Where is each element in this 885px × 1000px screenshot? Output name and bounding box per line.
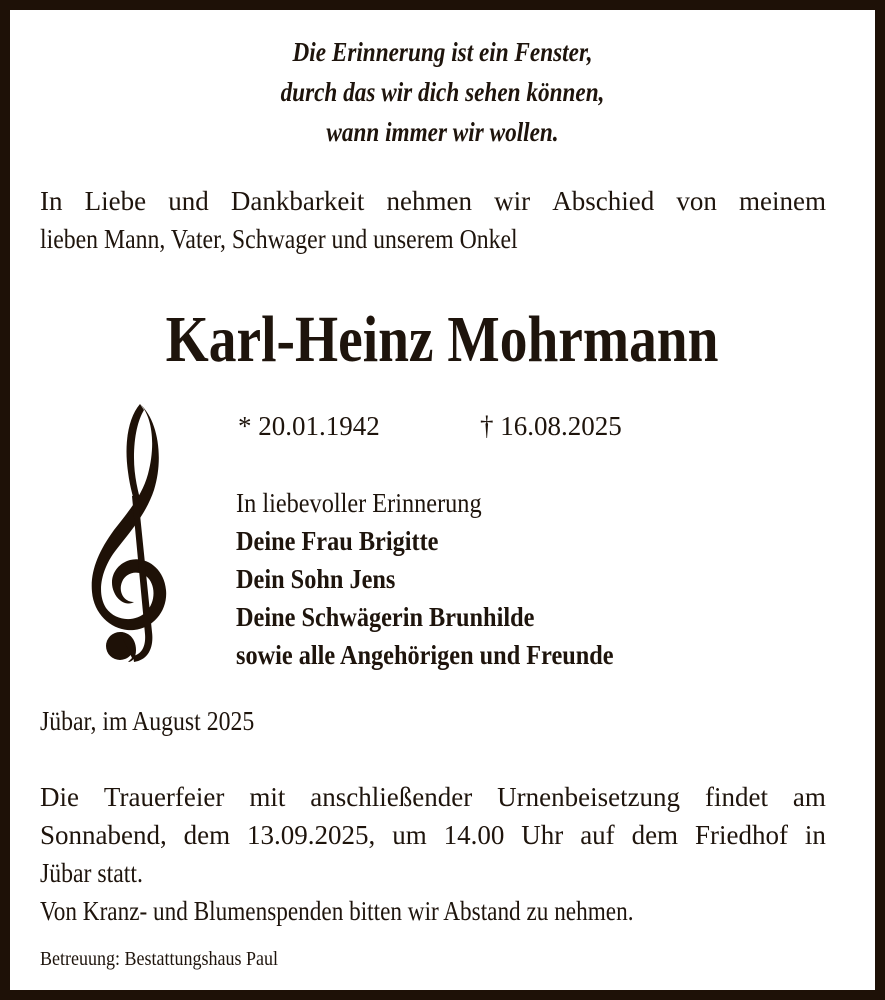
word: 14.00 xyxy=(443,820,505,850)
word: Sonnabend, xyxy=(40,820,167,850)
mourner xyxy=(236,636,656,674)
funeral-service-info xyxy=(40,778,826,930)
word: anschließender xyxy=(310,782,473,812)
service-line-3 xyxy=(40,854,826,892)
mourners-block xyxy=(236,484,656,674)
word: Urnenbeisetzung xyxy=(497,782,681,812)
word: am xyxy=(792,782,826,812)
word: nehmen xyxy=(386,186,472,216)
word: Dankbarkeit xyxy=(230,186,365,216)
quote-line: wann immer wir wollen. xyxy=(326,117,559,147)
word: wir xyxy=(494,186,531,216)
word: von xyxy=(676,186,717,216)
word: Trauerfeier xyxy=(103,782,225,812)
word: Abschied xyxy=(552,186,655,216)
word: in xyxy=(804,820,826,850)
deceased-name-text: Karl-Heinz Mohrmann xyxy=(166,303,719,376)
mourner-name: Dein Sohn Jens xyxy=(236,564,396,594)
intro-line-1 xyxy=(40,182,826,220)
word: auf xyxy=(580,820,615,850)
intro-line-2 xyxy=(40,220,826,258)
word: 13.09.2025, xyxy=(247,820,376,850)
word: findet xyxy=(705,782,768,812)
mourner-name: sowie alle Angehörigen und Freunde xyxy=(236,640,614,670)
mourner xyxy=(236,522,656,560)
word: Friedhof xyxy=(694,820,788,850)
intro-line-2-text: lieben Mann, Vater, Schwager und unserem Onkel xyxy=(40,224,518,254)
word: dem xyxy=(631,820,679,850)
death-date: † 16.08.2025 xyxy=(480,411,622,441)
word: mit xyxy=(249,782,286,812)
quote-line: durch das wir dich sehen können, xyxy=(280,77,605,107)
word: meinem xyxy=(739,186,826,216)
place-and-date-text: Jübar, im August 2025 xyxy=(40,706,255,736)
funeral-home-credit xyxy=(40,946,304,972)
place-and-date xyxy=(40,702,283,740)
quote-line: Die Erinnerung ist ein Fenster, xyxy=(292,37,593,67)
treble-clef-icon xyxy=(76,396,170,668)
mourner-name: Deine Schwägerin Brunhilde xyxy=(236,602,535,632)
mourner xyxy=(236,560,656,598)
mourners-intro xyxy=(236,484,656,522)
memorial-quote xyxy=(10,32,875,152)
word: dem xyxy=(183,820,231,850)
word: Die xyxy=(40,782,79,812)
word: Uhr xyxy=(521,820,564,850)
deceased-name xyxy=(10,300,875,380)
word: um xyxy=(392,820,427,850)
birth-date: * 20.01.1942 xyxy=(238,411,380,441)
word: Liebe xyxy=(84,186,147,216)
intro-paragraph xyxy=(40,182,826,258)
word: In xyxy=(40,186,63,216)
mourners-intro-text: In liebevoller Erinnerung xyxy=(236,488,482,518)
service-line-2 xyxy=(40,816,826,854)
mourner-name: Deine Frau Brigitte xyxy=(236,526,439,556)
word: und xyxy=(168,186,209,216)
service-line-4-text: Von Kranz- und Blumenspenden bitten wir Abstand zu nehmen. xyxy=(40,896,634,926)
service-line-3-text: Jübar statt. xyxy=(40,858,143,888)
funeral-home-credit-text: Betreuung: Bestattungshaus Paul xyxy=(40,948,278,970)
mourner xyxy=(236,598,656,636)
service-line-4 xyxy=(40,892,826,930)
service-line-1 xyxy=(40,778,826,816)
